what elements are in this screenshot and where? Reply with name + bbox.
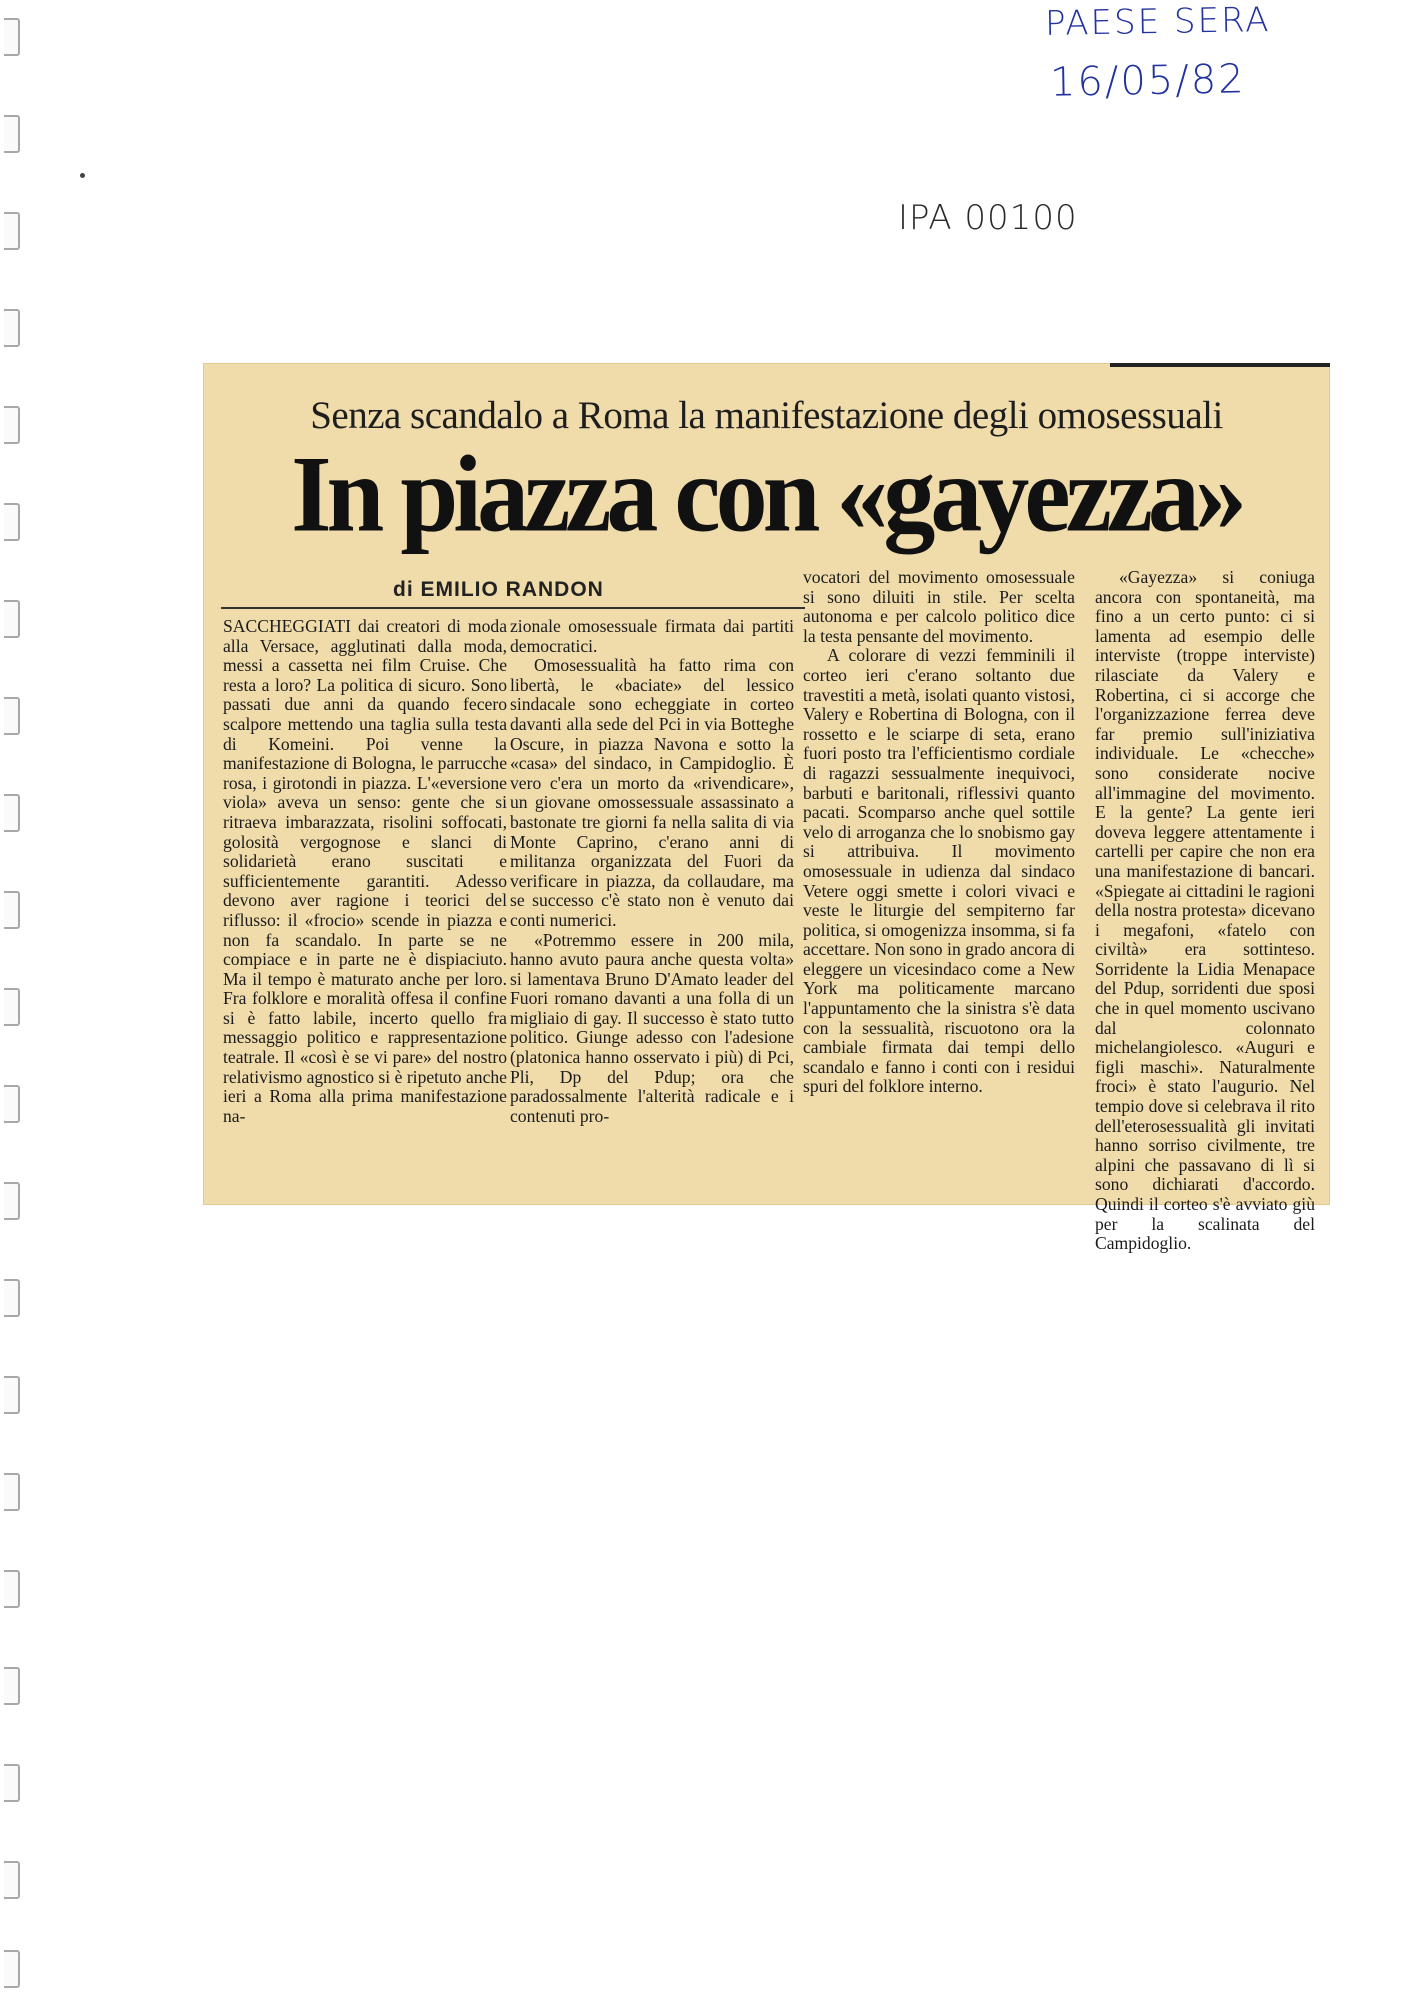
article-column-4 [1095, 568, 1315, 1254]
punch-hole [4, 988, 20, 1026]
punch-hole [4, 1279, 20, 1317]
paragraph: A colorare di vezzi femminili il corteo ieri c'erano soltanto due travestiti a metà, isolati quanto vistosi, Valery e Robertina di Bologna, con il rossetto e le sciarpe di seta, erano fuori posto tra l'efficientismo cordiale di ragazzi sessualmente inequivoci, barbuti e baritonali, riflessivi quanto pacati. Scomparso anche quel sottile velo di arroganza che lo snobismo gay si attribuiva. Il movimento omosessuale in udienza dal sindaco Vetere oggi smette i colori vivaci e veste le liturgie del sempiterno far politica, si omogenizza insomma, si fa accettare. Non sono in grado ancora di eleggere un vicesindaco come a New York ma politicamente marcano l'appuntamento che la sinistra s'è data con la sessualità, riscuotono ora la cambiale firmata dai tempi dello scandalo e fanno i conti con i residui spuri del folklore interno. [803, 645, 1075, 1097]
paragraph: vocatori del movimento omosessuale si sono diluiti in stile. Per scelta autonoma e per calcolo politico dice la testa pensante del movimento. [803, 567, 1075, 646]
article-headline: In piazza con «gayezza» [291, 434, 1242, 555]
punch-hole [4, 1182, 20, 1220]
ink-speck [80, 173, 85, 178]
paragraph: «Gayezza» si coniuga ancora con spontaneità, ma fino a un certo punto: ci si lamenta ad esempio delle interviste (troppe interviste) rilasciate da Valery e Robertina, ci si accorge che l'organizzazione ferrea deve far premio sull'iniziativa individuale. Le «checche» sono considerate nocive all'immagine del movimento. E la gente? La gente ieri doveva leggere attentamente i cartelli per capire che non era una manifestazione di bancari. «Spiegate ai cittadini le ragioni della nostra protesta» dicevano i megafoni, «fatelo con civiltà» era sottinteso. Sorridente la Lidia Menapace del Pdup, sorridenti due sposi che in quel momento uscivano dal colonnato michelangiolesco. «Auguri e figli maschi». Naturalmente froci» è stato l'augurio. Nel tempio dove si celebrava il rito dell'eterosessualità gli invitati hanno sorriso civilmente, tre alpini che passavano di lì si sono dichiarati d'accordo. Quindi il corteo s'è avviato giù per la scalinata del Campidoglio. [1095, 567, 1315, 1254]
punch-hole [4, 309, 20, 347]
punch-hole [4, 697, 20, 735]
punch-hole [4, 600, 20, 638]
punch-hole [4, 212, 20, 250]
article-column-2 [510, 617, 794, 1126]
binder-holes [0, 0, 40, 2000]
punch-hole [4, 1950, 20, 1988]
punch-hole [4, 1085, 20, 1123]
punch-hole [4, 406, 20, 444]
paragraph: Omosessualità ha fatto rima con libertà, le «baciate» del lessico sindacale sono echeggiate in corteo davanti alla sede del Pci in via Botteghe Oscure, in piazza Navona e sotto la «casa» del sindaco, in Campidoglio. È vero c'era un morto da «rivendicare», un giovane omossessuale assassinato a bastonate tre giorni fa nella salita di via Monte Caprino, c'erano anni di militanza organizzata del Fuori da verificare in piazza, da collaudare, ma se successo c'è stato non è venuto dai conti numerici. [510, 655, 794, 930]
handwritten-date: 16/05/82 [1049, 56, 1247, 106]
handwritten-source: PAESE SERA [1044, 0, 1271, 44]
punch-hole [4, 1667, 20, 1705]
punch-hole [4, 503, 20, 541]
punch-hole [4, 891, 20, 929]
punch-hole [4, 115, 20, 153]
article-subtitle: Senza scandalo a Roma la manifestazione degli omosessuali [310, 394, 1223, 437]
article-byline: di EMILIO RANDON [393, 578, 604, 601]
handwritten-archive-code: IPA 00100 [898, 198, 1078, 238]
paragraph: zionale omosessuale firmata dai partiti democratici. [510, 616, 794, 656]
punch-hole [4, 1376, 20, 1414]
punch-hole [4, 1473, 20, 1511]
punch-hole [4, 794, 20, 832]
paragraph: SACCHEGGIATI dai creatori di moda alla Versace, agglutinati dalla moda, messi a cassetta nei film Cruise. Che resta a loro? La politica di sicuro. Sono passati due anni da quando fecero scalpore mettendo una taglia sulla testa di Komeini. Poi venne la manifestazione di Bologna, le parrucche rosa, i girotondi in piazza. L'«eversione viola» aveva un senso: gente che si ritraeva imbarazzata, risolini soffocati, golosità vergognose e slanci di solidarietà erano suscitati e sufficientemente garantiti. Adesso devono aver ragione i teorici del riflusso: il «frocio» scende in piazza e non fa scandalo. In parte se ne compiace e in parte ne è dispiaciuto. Ma il tempo è maturato anche per loro. Fra folklore e moralità offesa il confine si è fatto labile, incerto quello fra messaggio politico e rappresentazione teatrale. Il «così è se vi pare» del nostro relativismo agnostico si è ripetuto anche ieri a Roma alla prima manifestazione na- [223, 616, 507, 1126]
punch-hole [4, 1861, 20, 1899]
punch-hole [4, 1570, 20, 1608]
punch-hole [4, 1764, 20, 1802]
punch-hole [4, 18, 20, 56]
newspaper-clipping [203, 363, 1330, 1254]
article-column-1 [223, 617, 507, 1126]
byline-rule [221, 607, 805, 609]
paragraph: «Potremmo essere in 200 mila, hanno avuto paura anche questa volta» si lamentava Bruno D'Amato leader del Fuori romano davanti a una folla di un migliaio di gay. Il successo è stato tutto politico. Giunge adesso con l'adesione (platonica hanno osservato i più) di Pci, Pli, Dp del Pdup; ora che paradossalmente l'alterità radicale e i contenuti pro- [510, 929, 794, 1126]
article-column-3 [803, 568, 1075, 1097]
